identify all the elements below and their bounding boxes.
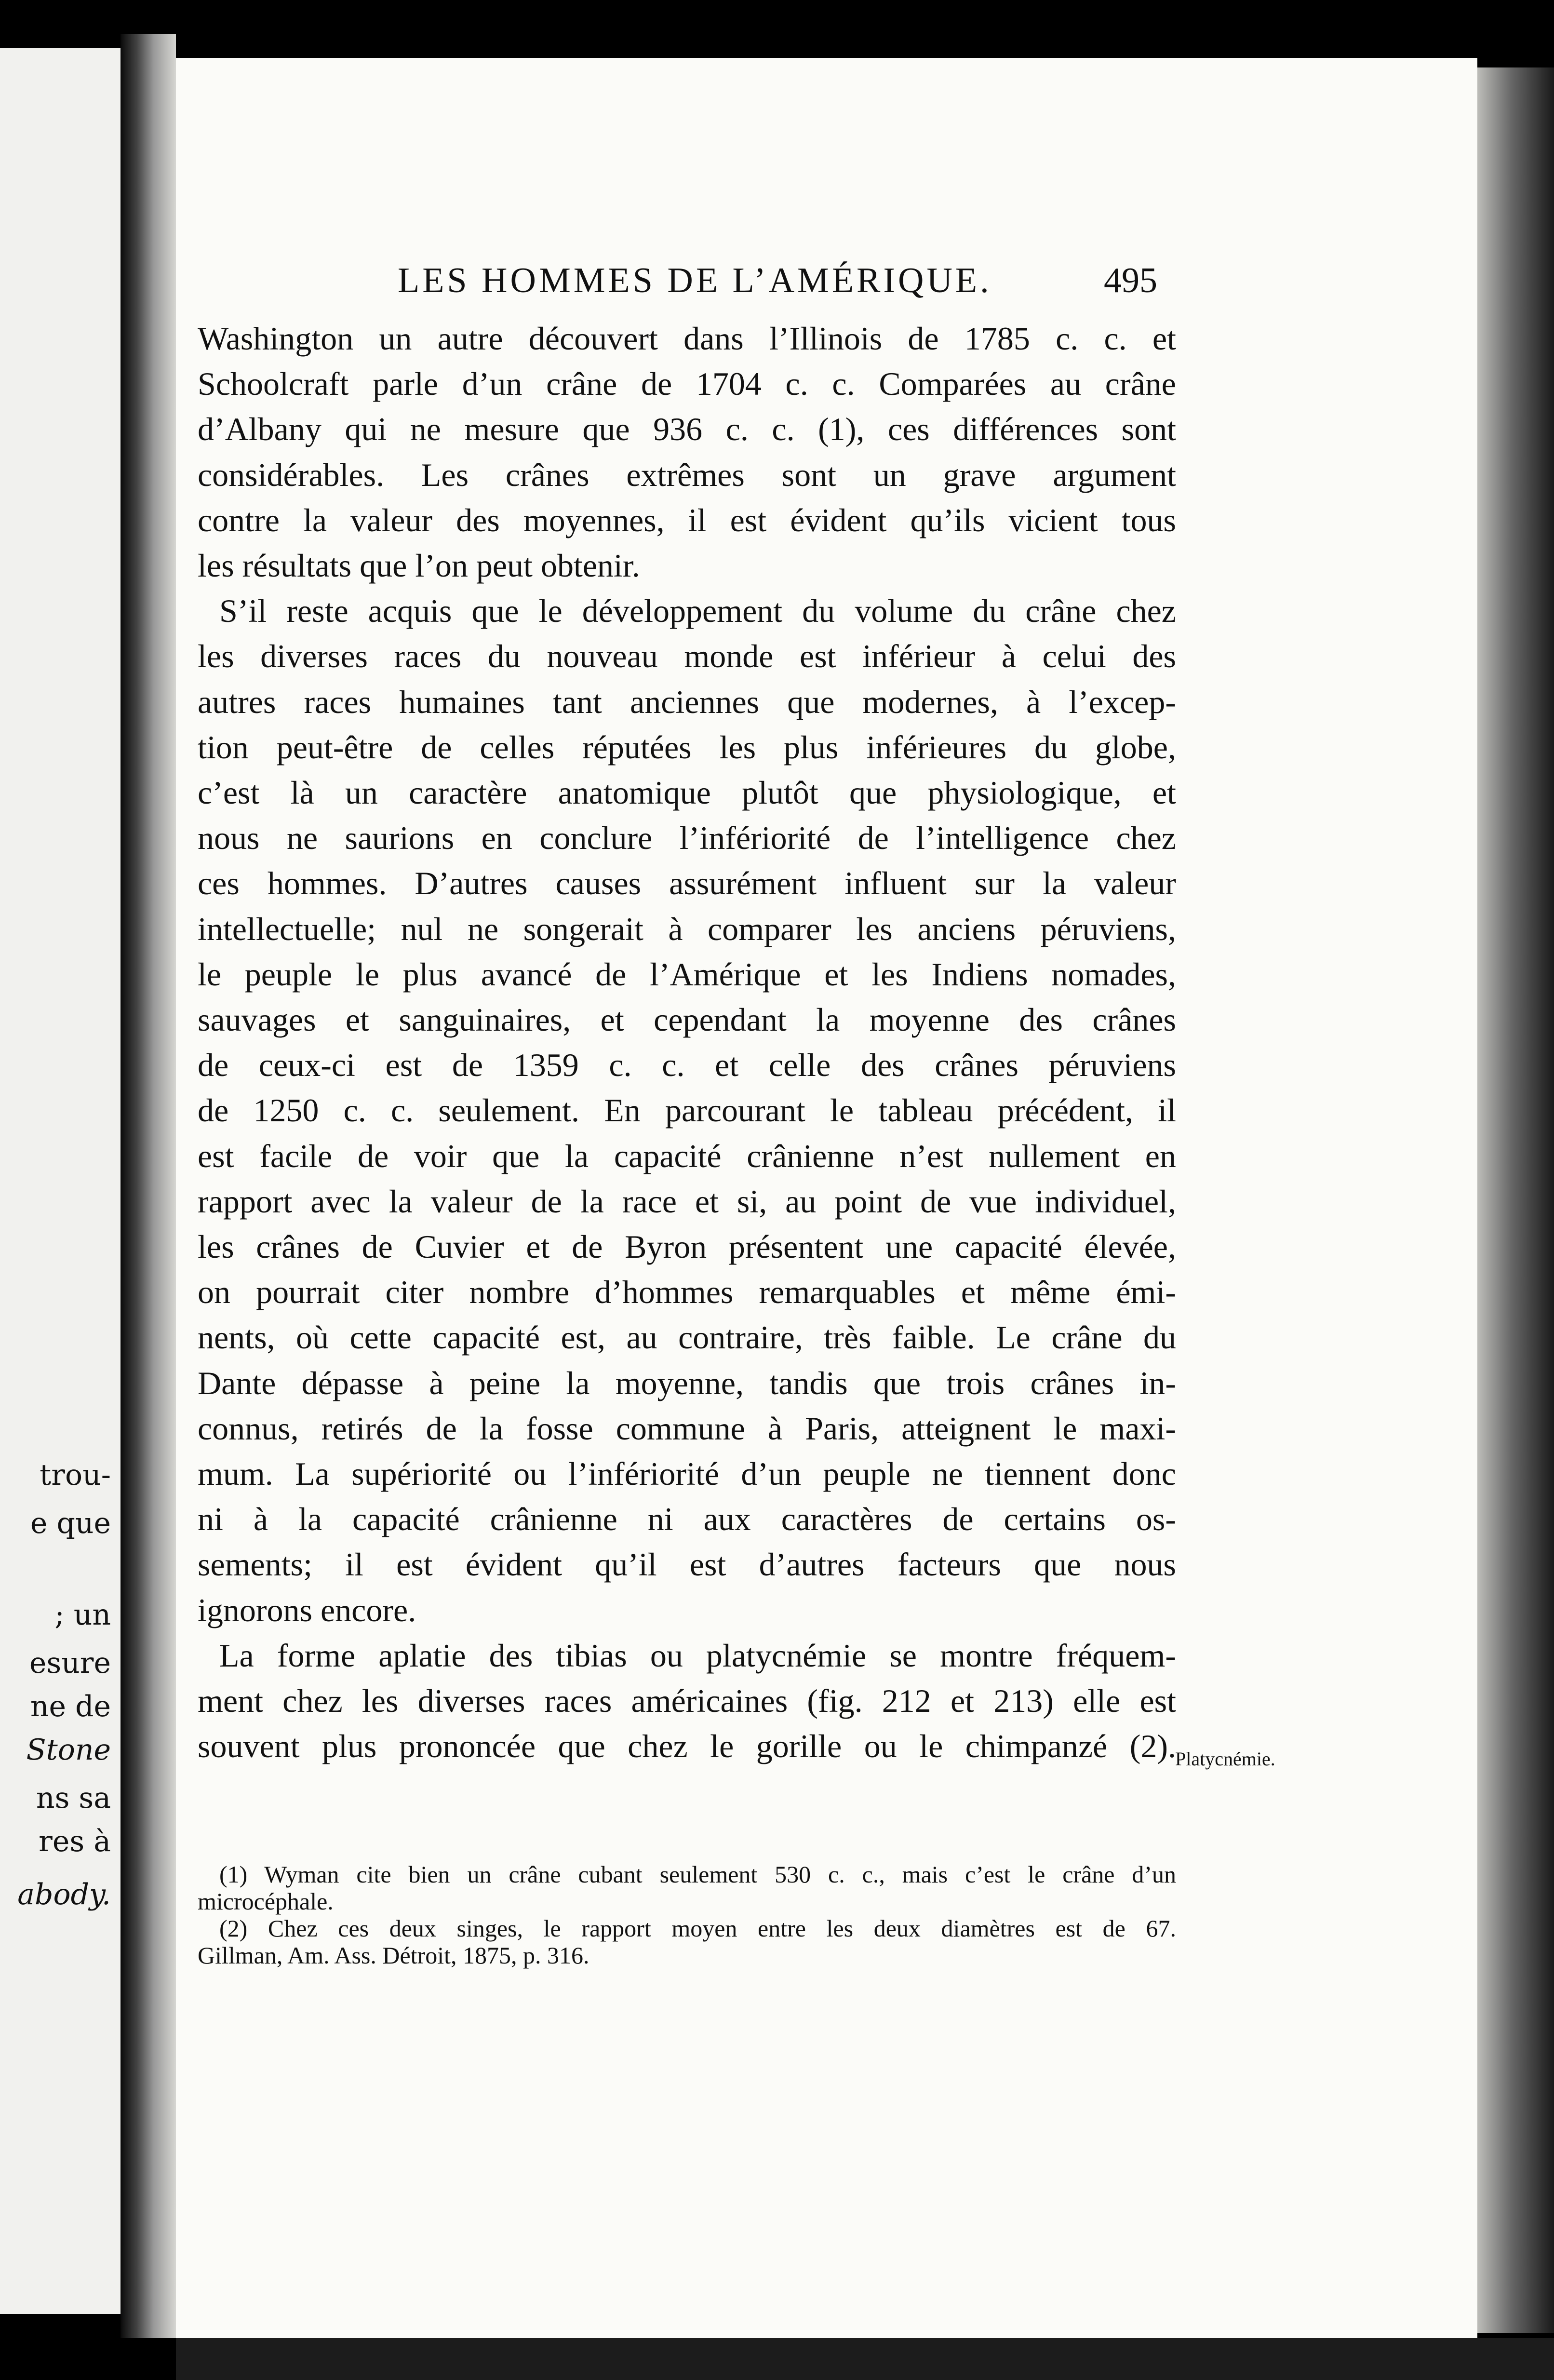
text-line: rapport avec la valeur de la race et si, au point de vue individuel,	[198, 1183, 1176, 1220]
text-line: sements; il est évident qu’il est d’autres facteurs que nous	[198, 1546, 1176, 1583]
facing-page-fragment: ns sa	[36, 1781, 111, 1815]
text-line: ces hommes. D’autres causes assurément influent sur la valeur	[198, 865, 1176, 902]
facing-page-fragment: Stone	[26, 1733, 111, 1767]
text-line: on pourrait citer nombre d’hommes remarquables et même émi-	[198, 1274, 1176, 1311]
text-line: c’est là un caractère anatomique plutôt que physiologique, et	[198, 774, 1176, 811]
text-line: Schoolcraft parle d’un crâne de 1704 c. c. Comparées au crâne	[198, 365, 1176, 403]
page-edge-right	[1477, 67, 1554, 2333]
text-line: connus, retirés de la fosse commune à Paris, atteignent le maxi-	[198, 1410, 1176, 1447]
text-line: nents, où cette capacité est, au contraire, très faible. Le crâne du	[198, 1319, 1176, 1356]
facing-page-sliver	[0, 48, 121, 2314]
text-line: le peuple le plus avancé de l’Amérique et les Indiens nomades,	[198, 955, 1176, 993]
page-number: 495	[1104, 261, 1157, 300]
footnote-line: (1) Wyman cite bien un crâne cubant seulement 530 c. c., mais c’est le crâne d’un	[219, 1861, 1176, 1888]
text-line: ni à la capacité crânienne ni aux caractères de certains os-	[198, 1501, 1176, 1538]
text-line: souvent plus prononcée que chez le gorille ou le chimpanzé (2).	[198, 1728, 1176, 1765]
text-line: autres races humaines tant anciennes que modernes, à l’excep-	[198, 683, 1176, 720]
text-line: considérables. Les crânes extrêmes sont un grave argument	[198, 456, 1176, 493]
text-line: de 1250 c. c. seulement. En parcourant le tableau précédent, il	[198, 1092, 1176, 1129]
text-line: contre la valeur des moyennes, il est évident qu’ils vicient tous	[198, 501, 1176, 538]
text-line: Washington un autre découvert dans l’Illinois de 1785 c. c. et	[198, 320, 1176, 357]
footnote-line: microcéphale.	[198, 1888, 334, 1915]
margin-note: Platycnémie.	[1175, 1748, 1275, 1770]
book-gutter	[121, 34, 176, 2338]
text-line: S’il reste acquis que le développement du volume du crâne chez	[219, 592, 1176, 630]
text-line: ignorons encore.	[198, 1591, 416, 1628]
facing-page-fragment: ne de	[30, 1690, 111, 1723]
page-edge-bottom	[176, 2338, 1554, 2380]
text-line: mum. La supériorité ou l’infériorité d’un peuple ne tiennent donc	[198, 1455, 1176, 1493]
text-line: nous ne saurions en conclure l’infériorité de l’intelligence chez	[198, 820, 1176, 857]
running-title: LES HOMMES DE L’AMÉRIQUE.	[398, 261, 992, 300]
facing-page-fragment: ; un	[54, 1598, 111, 1632]
text-line: La forme aplatie des tibias ou platycnémie se montre fréquem-	[219, 1637, 1176, 1674]
text-line: Dante dépasse à peine la moyenne, tandis que trois crânes in-	[198, 1364, 1176, 1401]
text-line: tion peut-être de celles réputées les plus inférieures du globe,	[198, 728, 1176, 766]
text-line: les résultats que l’on peut obtenir.	[198, 547, 640, 584]
footnote-line: (2) Chez ces deux singes, le rapport moyen entre les deux diamètres est de 67.	[219, 1915, 1176, 1942]
text-line: sauvages et sanguinaires, et cependant la moyenne des crânes	[198, 1001, 1176, 1038]
footnotes	[198, 1861, 1176, 1969]
text-line: est facile de voir que la capacité crânienne n’est nullement en	[198, 1137, 1176, 1174]
text-line: d’Albany qui ne mesure que 936 c. c. (1), ces différences sont	[198, 411, 1176, 448]
facing-page-fragment: trou-	[40, 1458, 111, 1492]
text-line: ment chez les diverses races américaines (fig. 212 et 213) elle est	[198, 1682, 1176, 1720]
text-line: les diverses races du nouveau monde est inférieur à celui des	[198, 638, 1176, 675]
facing-page-fragment: esure	[29, 1646, 111, 1680]
book-page	[176, 58, 1477, 2338]
facing-page-fragment: res à	[39, 1825, 111, 1858]
text-line: de ceux-ci est de 1359 c. c. et celle des crânes péruviens	[198, 1047, 1176, 1084]
facing-page-fragment: e que	[30, 1506, 111, 1540]
text-line: les crânes de Cuvier et de Byron présentent une capacité élevée,	[198, 1228, 1176, 1265]
text-line: intellectuelle; nul ne songerait à comparer les anciens péruviens,	[198, 910, 1176, 947]
body-text	[198, 316, 1176, 1769]
page-header	[176, 260, 1477, 313]
footnote-line: Gillman, Am. Ass. Détroit, 1875, p. 316.	[198, 1942, 589, 1969]
facing-page-fragment: abody.	[17, 1878, 111, 1911]
